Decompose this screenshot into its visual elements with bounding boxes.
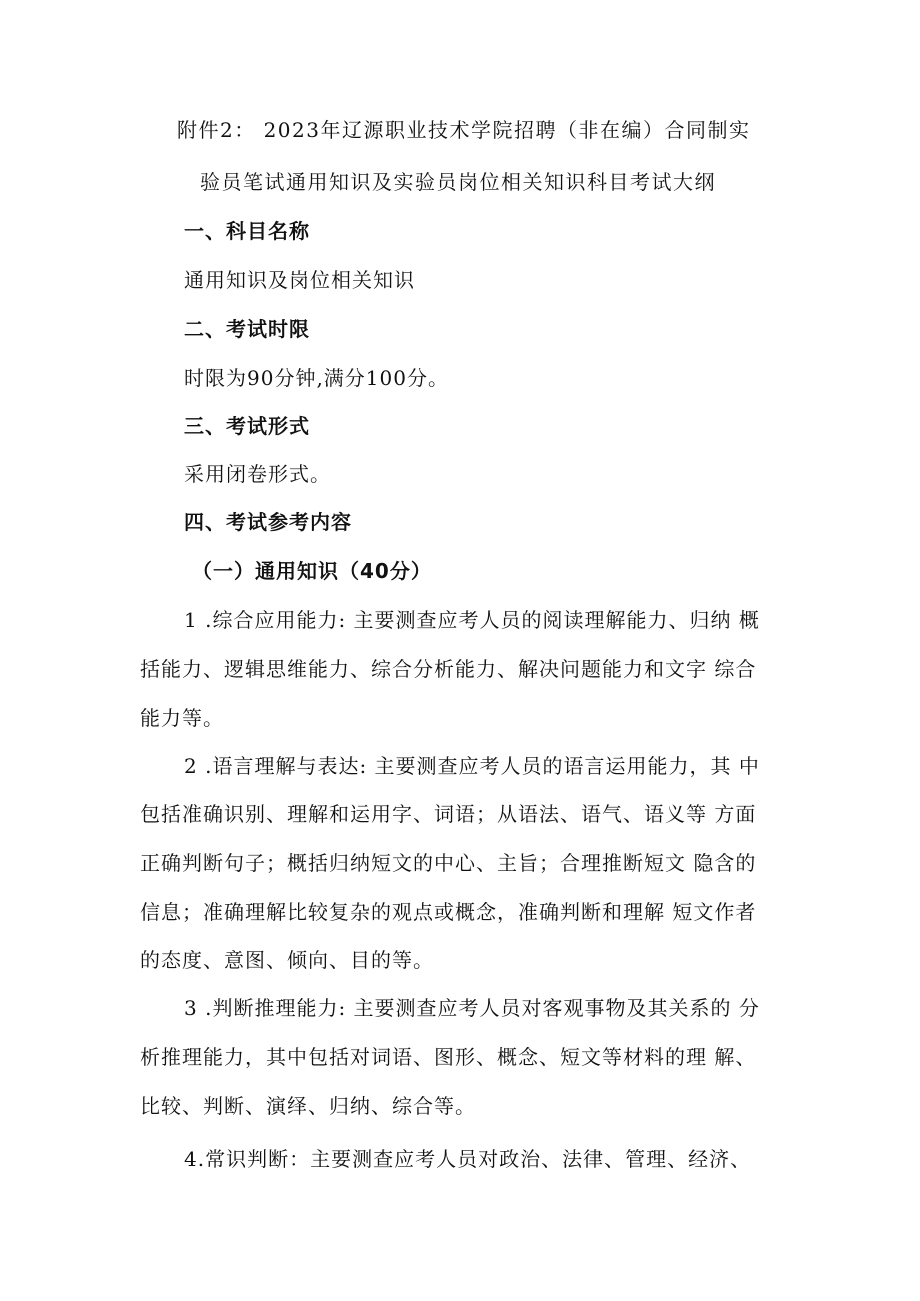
section-body-exam-format: 采用闭卷形式。 <box>184 462 331 486</box>
paragraph-line: 1 .综合应用能力: 主要测查应考人员的阅读理解能力、归纳 概 <box>184 608 760 632</box>
section-heading-exam-content: 四、考试参考内容 <box>184 510 352 534</box>
section-body-subject-name: 通用知识及岗位相关知识 <box>184 268 415 292</box>
paragraph-line: 4.常识判断：主要测查应考人员对政治、法律、管理、经济、 <box>184 1147 752 1171</box>
paragraph-line: 正确判断句子；概括归纳短文的中心、主旨；合理推断短文 隐含的 <box>140 851 757 875</box>
paragraph-line: 比较、判断、演绎、归纳、综合等。 <box>140 1094 476 1118</box>
section-heading-subject-name: 一、科目名称 <box>184 219 310 243</box>
document-title-line-2: 验员笔试通用知识及实验员岗位相关知识科目考试大纲 <box>200 170 716 194</box>
paragraph-line: 的态度、意图、倾向、目的等。 <box>140 948 434 972</box>
section-heading-exam-format: 三、考试形式 <box>184 414 310 438</box>
section-body-exam-duration: 时限为90分钟,满分100分。 <box>184 366 449 390</box>
paragraph-line: 3 .判断推理能力: 主要测查应考人员对客观事物及其关系的 分 <box>184 996 760 1020</box>
paragraph-line: 2 .语言理解与表达: 主要测查应考人员的语言运用能力，其 中 <box>184 754 760 778</box>
paragraph-line: 信息；准确理解比较复杂的观点或概念，准确判断和理解 短文作者 <box>140 900 757 924</box>
section-heading-exam-duration: 二、考试时限 <box>184 317 310 341</box>
subsection-heading-general-knowledge: （一）通用知识（40分） <box>192 559 432 583</box>
paragraph-line: 括能力、逻辑思维能力、综合分析能力、解决问题能力和文字 综合 <box>140 657 757 681</box>
paragraph-line: 包括准确识别、理解和运用字、词语；从语法、语气、语义等 方面 <box>140 802 757 826</box>
paragraph-line: 析推理能力，其中包括对词语、图形、概念、短文等材料的理 解、 <box>140 1045 757 1069</box>
document-title-line-1: 附件2： 2023年辽源职业技术学院招聘（非在编）合同制实 <box>177 118 751 142</box>
paragraph-line: 能力等。 <box>140 706 224 730</box>
